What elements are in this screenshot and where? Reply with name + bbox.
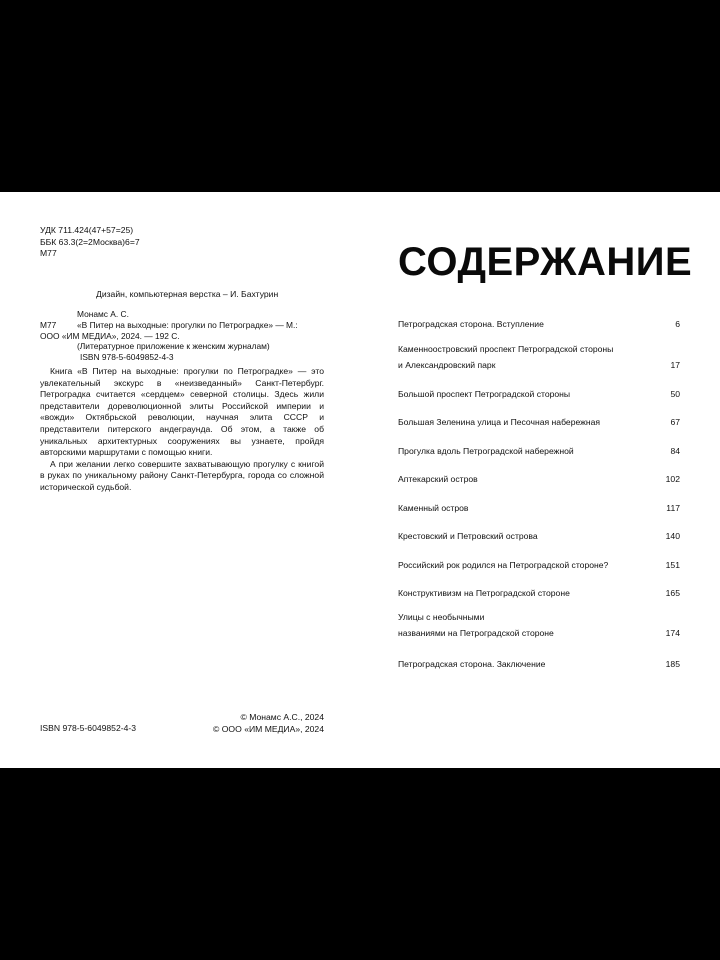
catalog-author: Монамс А. С. xyxy=(77,309,129,319)
toc-entry-title: Большой проспект Петроградской стороны xyxy=(398,389,571,399)
toc-entry-page: 117 xyxy=(666,503,680,513)
toc-entry-page: 151 xyxy=(665,560,680,570)
contents-page xyxy=(360,192,720,768)
toc-entry[interactable] xyxy=(398,414,680,430)
annotation-paragraph: А при желании легко совершите захватывающую прогулку с книгой в руках по уникальному району Санкт-Петербурга, города со сложной исторической судьбой. xyxy=(40,458,324,492)
toc-entry-page: 6 xyxy=(675,319,680,329)
catalog-isbn: ISBN 978-5-6049852-4-3 xyxy=(80,352,174,363)
catalog-card xyxy=(40,309,340,363)
toc-entry-page: 165 xyxy=(665,588,680,598)
bbk-code: ББК 63.3(2=2Москва)6=7 xyxy=(40,236,140,247)
bottom-letterbox-bar xyxy=(0,768,720,960)
classification-codes xyxy=(40,225,140,260)
toc-entry[interactable] xyxy=(398,557,680,573)
toc-entry[interactable] xyxy=(398,341,680,373)
toc-entry-page: 102 xyxy=(665,474,680,484)
imprint-page xyxy=(0,192,360,768)
catalog-series: (Литературное приложение к женским журналам) xyxy=(77,341,270,352)
top-letterbox-bar xyxy=(0,0,720,192)
catalog-code: М77 xyxy=(40,319,57,330)
toc-entry-page: 17 xyxy=(670,360,680,370)
toc-entry-page: 50 xyxy=(670,389,680,399)
toc-entry-page: 140 xyxy=(665,531,680,541)
toc-entry[interactable] xyxy=(398,471,680,487)
toc-entry[interactable] xyxy=(398,609,680,641)
catalog-publisher: ООО «ИМ МЕДИА», 2024. — 192 С. xyxy=(40,330,180,341)
copyright-publisher: © ООО «ИМ МЕДИА», 2024 xyxy=(213,724,324,734)
toc-entry-page: 185 xyxy=(665,659,680,669)
toc-entry-title-line: названиями на Петроградской стороне xyxy=(398,628,554,638)
annotation-paragraph: Книга «В Питер на выходные: прогулки по Петроградке» — это увлекательный экскурс в «неизведанный» Санкт-Петербург. Петроградка считается «сердцем» северной столицы. Здесь жили представители дореволюционной элиты Российской империи и «вожди» Октябрьской революции, научная элита СССР и представители питерского андеграунда. Об этом, а также об уникальных архитектурных сооружениях вы узнаете, пройдя авторскими маршрутами с помощью книги. xyxy=(40,366,324,458)
toc-entry-title: Большая Зеленина улица и Песочная набережная xyxy=(398,417,601,427)
toc-entry[interactable] xyxy=(398,386,680,402)
toc-entry-title: Каменный остров xyxy=(398,503,469,513)
toc-entry[interactable] xyxy=(398,656,680,672)
toc-entry[interactable] xyxy=(398,528,680,544)
page-title: СОДЕРЖАНИЕ xyxy=(398,240,693,284)
toc-entry-title: Крестовский и Петровский острова xyxy=(398,531,538,541)
toc-entry-title: Петроградская сторона. Вступление xyxy=(398,319,544,329)
toc-entry-title: Петроградская сторона. Заключение xyxy=(398,659,546,669)
toc-entry[interactable] xyxy=(398,500,680,516)
toc-entry[interactable] xyxy=(398,585,680,601)
toc-entry-page: 84 xyxy=(670,446,680,456)
udk-code: УДК 711.424(47+57=25) xyxy=(40,225,134,235)
book-spread xyxy=(0,192,720,768)
author-mark: М77 xyxy=(40,248,57,258)
isbn-number: ISBN 978-5-6049852-4-3 xyxy=(40,723,137,733)
design-credit: Дизайн, компьютерная верстка – И. Бахтурин xyxy=(96,289,279,299)
copyright-author: © Монамс А.С., 2024 xyxy=(240,712,324,722)
copyright-notices xyxy=(213,711,324,735)
toc-entry-title-line: Каменноостровский проспект Петроградской стороны xyxy=(398,344,614,354)
toc-entry-page: 67 xyxy=(670,417,680,427)
toc-entry[interactable] xyxy=(398,316,680,332)
toc-entry-title: Аптекарский остров xyxy=(398,474,478,484)
toc-entry-title: Российский рок родился на Петроградской стороне? xyxy=(398,560,609,570)
toc-entry-title: Конструктивизм на Петроградской стороне xyxy=(398,588,570,598)
toc-entry-title-line: Улицы с необычными xyxy=(398,612,485,622)
book-annotation xyxy=(40,366,324,494)
toc-entry-title-line: и Александровский парк xyxy=(398,360,496,370)
catalog-title: «В Питер на выходные: прогулки по Петроградке» — М.: xyxy=(77,319,298,330)
toc-entry-title: Прогулка вдоль Петроградской набережной xyxy=(398,446,574,456)
toc-entry[interactable] xyxy=(398,443,680,459)
toc-entry-page: 174 xyxy=(665,628,680,638)
